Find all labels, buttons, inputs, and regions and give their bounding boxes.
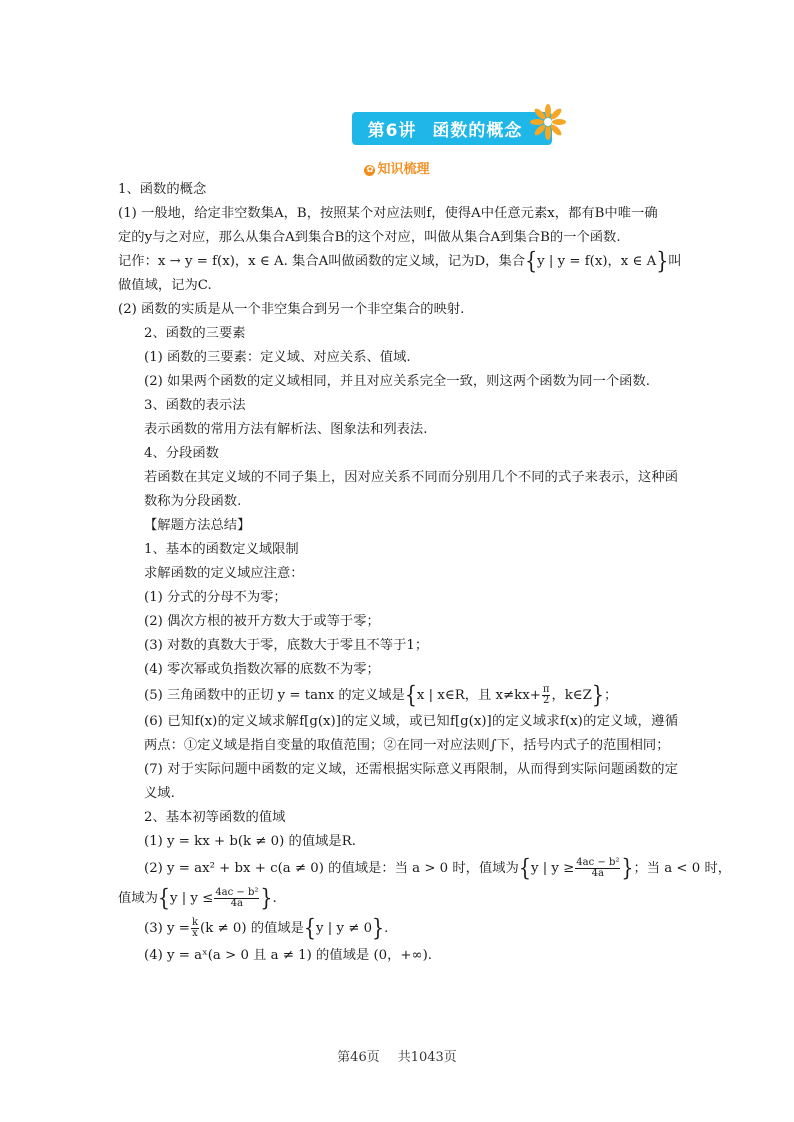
set-expression: x | x∈R，且 x≠kx+ xyxy=(416,688,541,703)
section-heading: 【解题方法总结】 xyxy=(144,518,251,533)
text-line: (3) 对数的真数大于零，底数大于零且不等于1； xyxy=(144,638,429,653)
lecture-title-banner xyxy=(0,112,794,145)
section-heading: 3、函数的表示法 xyxy=(144,398,246,413)
text-line: 记作：x → y = f(x)，x ∈ A. 集合A叫做函数的定义域，记为D，集合{y | y = f(x)，x ∈ A}叫 xyxy=(118,247,682,275)
page-footer xyxy=(0,1046,794,1065)
text-line: (2) 函数的实质是从一个非空集合到另一个非空集合的映射. xyxy=(118,302,465,317)
fraction: $\frac{\text{4ac − b²}}{4a}$ xyxy=(576,857,620,879)
document-body xyxy=(118,178,732,968)
lecture-title xyxy=(352,112,553,145)
text-line: (2) 如果两个函数的定义域相同，并且对应关系完全一致，则这两个函数为同一个函数. xyxy=(144,374,650,389)
text-paragraph: (6) 已知f(x)的定义域求解f[g(x)]的定义域，或已知f[g(x)]的定义域求f(x)的定义域，遵循两点：①定义域是指自变量的取值范围；②在同一对应法则∫下，括号内式子的范围相同； xyxy=(144,714,678,753)
section-heading xyxy=(0,158,794,177)
text-line: (1) y = kx + b(k ≠ 0) 的值域是R. xyxy=(144,834,356,849)
set-expression: y | y ≠ 0 xyxy=(316,921,373,936)
section-heading: 1、基本的函数定义域限制 xyxy=(144,542,299,557)
set-expression: y | y ≤ xyxy=(169,891,214,906)
text-line: 表示函数的常用方法有解析法、图象法和列表法. xyxy=(144,422,428,437)
set-expression: y | y ≥ xyxy=(530,861,575,876)
section-heading: 2、函数的三要素 xyxy=(144,326,246,341)
text-paragraph: 若函数在其定义域的不同子集上，因对应关系不同而分别用几个不同的式子来表示，这种函数称为分段函数. xyxy=(144,470,678,509)
lecture-topic: 函数的概念 xyxy=(432,121,523,141)
text-line: (4) 零次幂或负指数次幂的底数不为零； xyxy=(144,662,380,677)
text-line: (2) y = ax² + bx + c(a ≠ 0) 的值域是：当 a > 0 时，值域为{y | y ≥ $\frac{\text{4ac − b²}}{4a}$ }；当 a < 0 时， xyxy=(144,854,732,882)
flower-icon xyxy=(530,104,566,140)
page-number: 第46页 xyxy=(337,1050,380,1065)
page-total: 共1043页 xyxy=(397,1050,457,1065)
section-heading: 4、分段函数 xyxy=(144,446,219,461)
text-line: 1、函数的概念 xyxy=(118,182,207,197)
text-line: (2) 偶次方根的被开方数大于或等于零； xyxy=(144,614,380,629)
text-line: (1) 分式的分母不为零； xyxy=(144,590,287,605)
text-line: 定的y与之对应，那么从集合A到集合B的这个对应，叫做从集合A到集合B的一个函数. xyxy=(118,230,621,245)
text-line: (4) y = aˣ(a > 0 且 a ≠ 1) 的值域是 (0，+∞). xyxy=(144,948,433,963)
text-line: (5) 三角函数中的正切 y = tanx 的定义域是{x | x∈R，且 x≠kx+ $\frac{\pi}{2}$ ，k∈Z}； xyxy=(144,681,618,709)
text-line: 求解函数的定义域应注意： xyxy=(144,566,304,581)
text-line: 做值域，记为C. xyxy=(118,278,212,293)
fraction: $\frac{k}{x}$ xyxy=(191,917,199,939)
text-paragraph: (7) 对于实际问题中函数的定义域，还需根据实际意义再限制，从而得到实际问题函数的定义域. xyxy=(144,762,678,801)
set-expression: y | y = f(x)，x ∈ A xyxy=(537,254,657,269)
text-line: (1) 一般地，给定非空数集A，B，按照某个对应法则f，使得A中任意元素x，都有B中唯一确 xyxy=(118,206,658,221)
text-line: 值域为{y | y ≤ $\frac{\text{4ac − b²}}{4a}$ }. xyxy=(118,884,277,912)
section-heading: 2、基本初等函数的值域 xyxy=(144,810,286,825)
lecture-number: 第6讲 xyxy=(367,121,417,141)
fraction: $\frac{\pi}{2}$ xyxy=(542,684,550,706)
gear-badge-icon: ✿ xyxy=(366,165,374,175)
text-line: (3) y = $\frac{k}{x}$ (k ≠ 0) 的值域是{y | y ≠ 0}. xyxy=(144,914,389,942)
fraction: $\frac{\text{4ac − b²}}{4a}$ xyxy=(215,887,259,909)
text-line: (1) 函数的三要素：定义域、对应关系、值域. xyxy=(144,350,411,365)
section-heading-text: 知识梳理 xyxy=(377,162,430,177)
